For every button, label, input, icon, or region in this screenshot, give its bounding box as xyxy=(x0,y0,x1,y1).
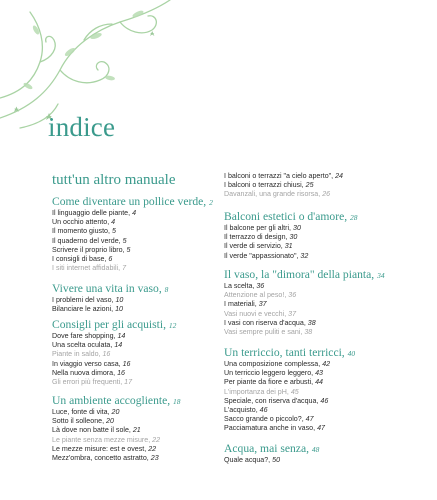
toc-entry-title: Scrivere il proprio libro, xyxy=(52,245,127,254)
toc-entry xyxy=(224,424,355,433)
toc-entry-page: 7 xyxy=(122,264,127,273)
toc-entry xyxy=(224,181,343,190)
toc-entry xyxy=(224,378,355,387)
toc-entry-page: 42 xyxy=(322,360,331,368)
toc-entry-page: 22 xyxy=(152,435,161,444)
section-heading xyxy=(52,318,176,332)
toc-entry-title: Piante in saldo, xyxy=(52,350,103,359)
toc-entry-title: L'acquisto, xyxy=(224,406,260,415)
toc-entry-title: I balconi o terrazzi "a cielo aperto", xyxy=(224,172,336,180)
manual-subtitle: tutt'un altro manuale xyxy=(52,172,176,188)
toc-entry-title: Il verde "appassionato", xyxy=(224,251,301,260)
toc-entry xyxy=(52,227,213,236)
toc-entry-title: Pacciamatura anche in vaso, xyxy=(224,424,318,433)
toc-entry-page: 36 xyxy=(288,291,297,300)
toc-entry xyxy=(52,378,176,387)
toc-entry xyxy=(224,456,319,465)
toc-entry-page: 10 xyxy=(115,296,124,304)
toc-section xyxy=(224,346,355,434)
toc-entry-page: 46 xyxy=(259,406,268,415)
toc-entry-page: 44 xyxy=(315,378,323,387)
toc-entry-page: 20 xyxy=(111,408,120,416)
toc-entry-page: 16 xyxy=(117,368,125,377)
toc-entry xyxy=(224,388,355,397)
toc-entry xyxy=(224,328,385,337)
toc-entry xyxy=(52,436,181,445)
toc-entry xyxy=(52,426,181,435)
toc-entry-title: L'importanza dei pH, xyxy=(224,387,291,396)
section-heading xyxy=(52,282,168,296)
toc-entry xyxy=(52,218,213,227)
toc-entry-title: Il terrazzo di design, xyxy=(224,233,290,242)
toc-entry-page: 22 xyxy=(148,444,157,453)
section-page: 48 xyxy=(311,445,320,454)
toc-entry-page: 46 xyxy=(320,396,329,405)
toc-entry-page: 5 xyxy=(126,245,131,254)
toc-section xyxy=(224,268,385,337)
toc-entry-page: 20 xyxy=(106,417,114,426)
toc-entry xyxy=(224,291,385,300)
toc-entry xyxy=(224,310,385,319)
toc-section xyxy=(52,394,181,463)
section-heading xyxy=(224,268,385,282)
toc-entry xyxy=(52,408,181,417)
toc-section xyxy=(52,318,176,387)
toc-entry-title: La scelta, xyxy=(224,282,257,290)
toc-entry-title: Attenzione al peso!, xyxy=(224,291,289,300)
section-heading xyxy=(224,442,319,456)
toc-entry-title: I vasi con riserva d'acqua, xyxy=(224,318,308,327)
toc-entry-title: Il verde di servizio, xyxy=(224,242,285,251)
toc-entry-title: Un occhio attento, xyxy=(52,218,112,227)
toc-entry xyxy=(52,255,213,264)
toc-entry-page: 38 xyxy=(304,328,313,337)
section-heading xyxy=(224,210,358,224)
toc-entry-title: Il balcone per gli altri, xyxy=(224,224,294,232)
toc-entry-page: 16 xyxy=(122,359,131,368)
toc-entry-title: Un terriccio leggero leggero, xyxy=(224,369,316,378)
section-title: Un terriccio, tanti terricci, xyxy=(224,346,348,359)
toc-entry xyxy=(224,415,355,424)
toc-entry xyxy=(52,246,213,255)
toc-entry-page: 24 xyxy=(335,172,343,180)
toc-entry-title: Per piante da fiore e arbusti, xyxy=(224,378,316,387)
toc-entry-title: Vasi nuovi e vecchi, xyxy=(224,309,289,318)
toc-entry xyxy=(52,305,168,314)
toc-entry-page: 30 xyxy=(293,224,301,232)
toc-entry xyxy=(224,300,385,309)
toc-entry xyxy=(52,369,176,378)
toc-entry-title: Le mezze misure: est e ovest, xyxy=(52,444,149,453)
toc-section xyxy=(52,195,213,273)
toc-entry-page: 14 xyxy=(114,341,123,350)
toc-entry-page: 5 xyxy=(122,236,127,245)
toc-entry-title: Sotto il solleone, xyxy=(52,417,107,426)
section-page: 12 xyxy=(168,321,177,330)
toc-entry-page: 14 xyxy=(117,332,126,340)
section-heading xyxy=(52,394,181,408)
toc-entry-page: 5 xyxy=(111,227,116,236)
toc-entry xyxy=(52,209,213,218)
toc-entry xyxy=(224,224,358,233)
toc-entry-title: Il linguaggio delle piante, xyxy=(52,209,133,217)
toc-entry-title: Il momento giusto, xyxy=(52,227,112,236)
toc-entry xyxy=(52,237,213,246)
section-page: 40 xyxy=(347,349,356,358)
toc-entry-title: In viaggio verso casa, xyxy=(52,359,123,368)
toc-entry-title: Una composizione complessa, xyxy=(224,360,323,368)
section-heading xyxy=(224,346,355,360)
toc-entry xyxy=(224,190,343,199)
section-page: 18 xyxy=(173,397,181,406)
toc-entry-page: 31 xyxy=(284,242,293,251)
toc-entry-title: Sacco grande o piccolo?, xyxy=(224,415,306,424)
toc-entry-title: Nella nuova dimora, xyxy=(52,368,118,377)
toc-entry xyxy=(224,242,358,251)
toc-entry-page: 43 xyxy=(315,369,323,378)
toc-entry xyxy=(224,406,355,415)
toc-entry xyxy=(224,282,385,291)
toc-entry-title: Le piante senza mezze misure, xyxy=(52,435,153,444)
section-page: 8 xyxy=(164,285,169,294)
section-page: 34 xyxy=(377,271,385,280)
section-page: 2 xyxy=(209,198,213,207)
toc-entry xyxy=(224,233,358,242)
toc-entry-title: Là dove non batte il sole, xyxy=(52,426,133,435)
toc-entry-page: 47 xyxy=(305,415,314,424)
toc-section xyxy=(224,442,319,465)
toc-entry xyxy=(224,360,355,369)
toc-entry-title: Bilanciare le azioni, xyxy=(52,305,116,314)
toc-entry-page: 36 xyxy=(256,282,265,290)
toc-entry xyxy=(224,369,355,378)
toc-entry-page: 45 xyxy=(290,387,299,396)
toc-entry-page: 4 xyxy=(132,209,137,217)
toc-entry-title: Luce, fonte di vita, xyxy=(52,408,112,416)
toc-entry-page: 37 xyxy=(288,309,297,318)
toc-entry-title: Davanzali, una grande risorsa, xyxy=(224,190,323,199)
toc-entry xyxy=(224,397,355,406)
toc-entry xyxy=(52,454,181,463)
toc-entry-page: 4 xyxy=(111,218,116,227)
toc-entry xyxy=(52,417,181,426)
toc-entry-page: 32 xyxy=(300,251,309,260)
section-title: Acqua, mai senza, xyxy=(224,442,312,455)
toc-section xyxy=(52,282,168,314)
toc-entry-page: 16 xyxy=(102,350,111,359)
toc-entry xyxy=(52,341,176,350)
toc-entry xyxy=(52,296,168,305)
toc-entry-page: 26 xyxy=(322,190,331,199)
section-heading xyxy=(52,195,213,209)
toc-entry-page: 47 xyxy=(317,424,325,433)
toc-entry-title: Il quaderno del verde, xyxy=(52,236,123,245)
toc-entry-page: 17 xyxy=(124,378,133,387)
toc-entry-title: Speciale, con riserva d'acqua, xyxy=(224,396,321,405)
toc-entry-title: Dove fare shopping, xyxy=(52,332,118,340)
toc-entry-page: 6 xyxy=(108,255,113,264)
toc-entry xyxy=(52,360,176,369)
section-title: Il vaso, la "dimora" della pianta, xyxy=(224,268,378,281)
toc-section xyxy=(224,210,358,261)
toc-entry-page: 38 xyxy=(307,318,316,327)
toc-entry-title: Quale acqua?, xyxy=(224,456,273,464)
toc-entry-title: I materiali, xyxy=(224,300,259,309)
toc-entry-page: 37 xyxy=(258,300,267,309)
toc-entry-title: I siti internet affidabili, xyxy=(52,264,123,273)
section-page: 28 xyxy=(350,213,358,222)
section-title: Balconi estetici o d'amore, xyxy=(224,210,351,223)
index-heading: indice xyxy=(48,112,116,142)
toc-entry xyxy=(52,264,213,273)
toc-entry-page: 50 xyxy=(272,456,281,464)
toc-entry-title: I consigli di base, xyxy=(52,255,109,264)
toc-entry xyxy=(224,252,358,261)
section-title: Un ambiente accogliente, xyxy=(52,394,174,407)
toc-continuation xyxy=(224,172,343,200)
toc-entry-title: Una scelta oculata, xyxy=(52,341,115,350)
toc-entry-title: Mezz'ombra, concetto astratto, xyxy=(52,454,151,463)
section-title: Come diventare un pollice verde, xyxy=(52,195,210,208)
toc-entry-page: 10 xyxy=(115,305,123,314)
section-title: Vivere una vita in vaso, xyxy=(52,282,165,295)
toc-entry xyxy=(52,332,176,341)
toc-entry-title: I problemi del vaso, xyxy=(52,296,116,304)
toc-entry-title: I balconi o terrazzi chiusi, xyxy=(224,181,306,190)
toc-entry-title: Vasi sempre puliti e sani, xyxy=(224,328,305,337)
toc-entry xyxy=(224,172,343,181)
toc-entry-page: 30 xyxy=(289,233,298,242)
toc-entry-page: 23 xyxy=(150,454,159,463)
toc-entry-page: 25 xyxy=(305,181,314,190)
toc-entry xyxy=(224,319,385,328)
section-title: Consigli per gli acquisti, xyxy=(52,318,169,331)
toc-entry xyxy=(52,445,181,454)
toc-entry-title: Gli errori più frequenti, xyxy=(52,378,125,387)
toc-entry xyxy=(52,350,176,359)
toc-entry-page: 21 xyxy=(132,426,141,435)
